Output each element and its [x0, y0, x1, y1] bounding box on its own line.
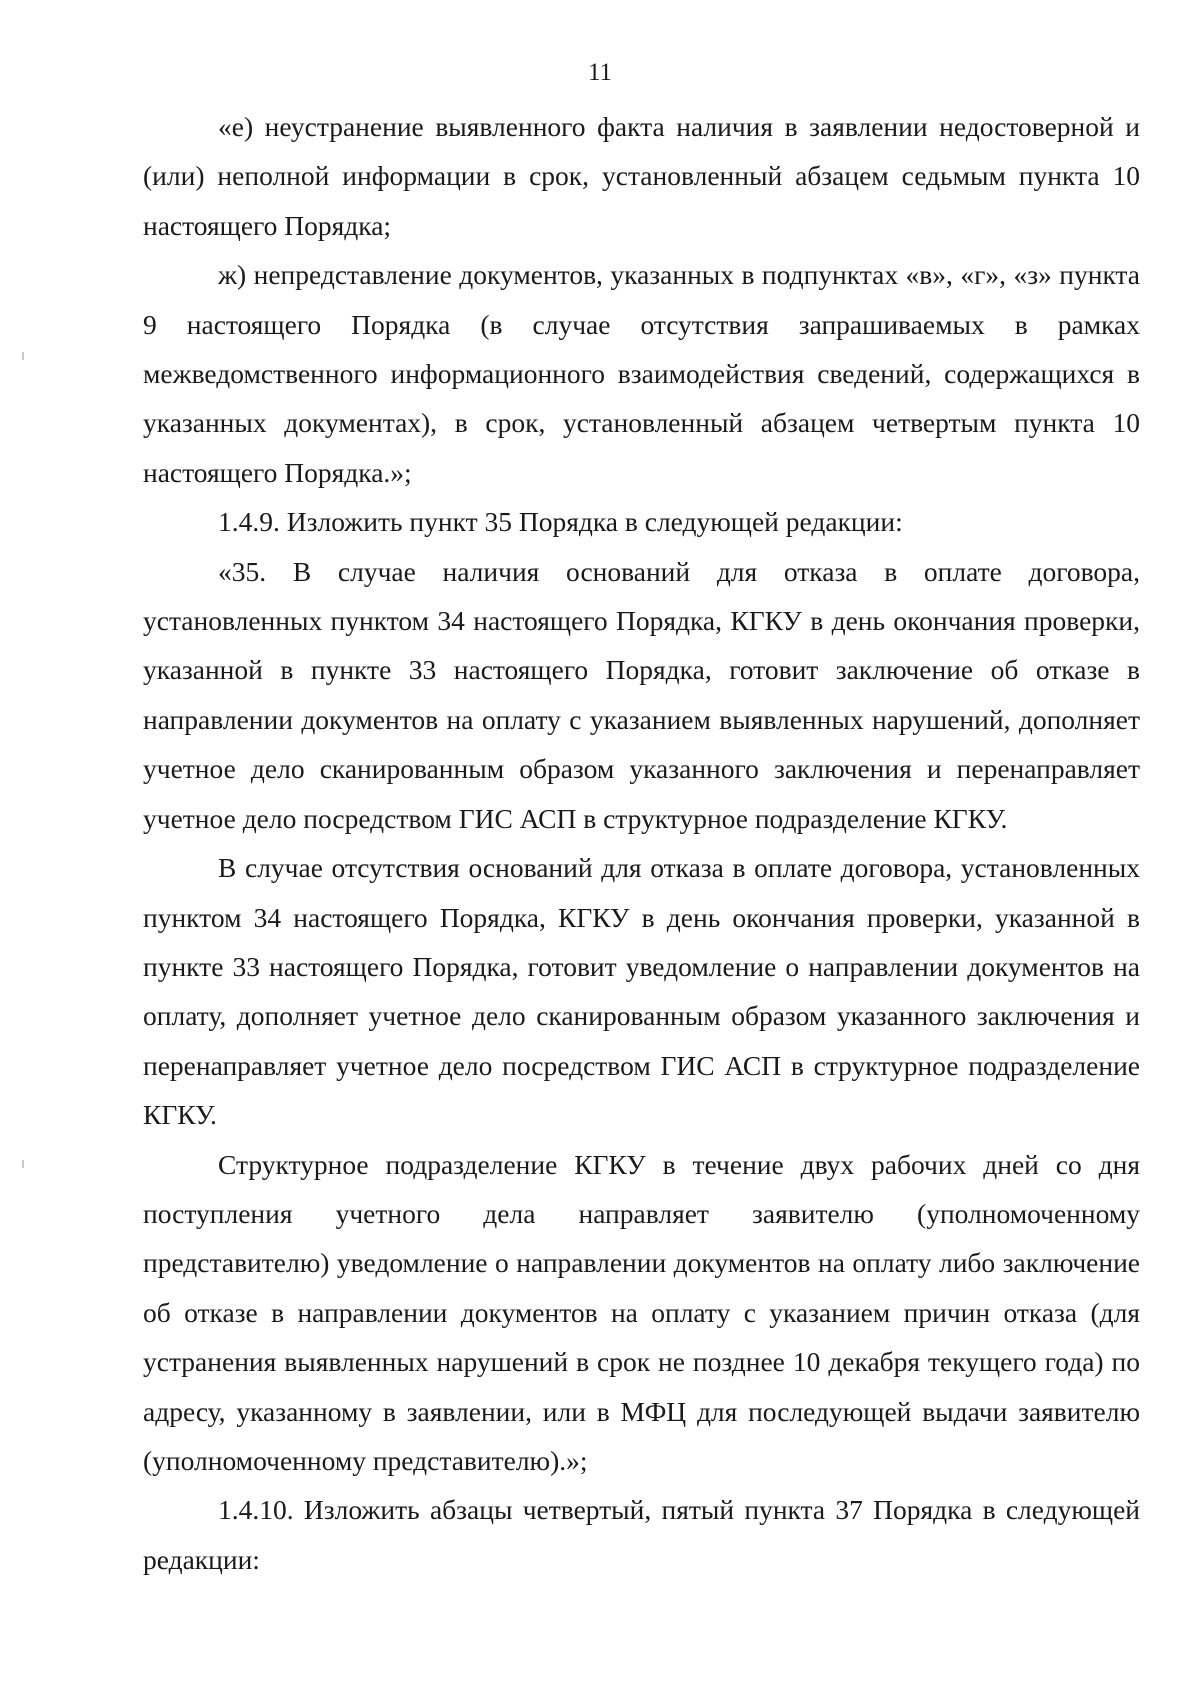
paragraph-amendment-1-4-9: 1.4.9. Изложить пункт 35 Порядка в следующей редакции: — [218, 506, 903, 538]
document-body — [143, 102, 1140, 1584]
paragraph-amendment-1-4-10: 1.4.10. Изложить абзацы четвертый, пятый пункта 37 Порядка в следующей редакции: — [143, 1494, 1140, 1575]
scan-margin-mark — [22, 1160, 24, 1168]
page-number: 11 — [587, 59, 613, 86]
paragraph-point-35-second: В случае отсутствия оснований для отказа в оплате договора, установленных пунктом 34 настоящего Порядка, КГКУ в день окончания проверки, указанной в пункте 33 настоящего Порядка, готовит уведомление о направлении документов на оплату, дополняет учетное дело сканированным образом указанного заключения и перенаправляет учетное дело посредством ГИС АСП в структурное подразделение КГКУ. — [143, 852, 1140, 1131]
paragraph-item-e: «е) неустранение выявленного факта наличия в заявлении недостоверной и (или) неполной информации в срок, установленный абзацем седьмым пункта 10 настоящего Порядка; — [143, 111, 1140, 241]
paragraph-item-zh: ж) непредставление документов, указанных в подпунктах «в», «г», «з» пункта 9 настоящего Порядка (в случае отсутствия запрашиваемых в рамках межведомственного информационного взаимодействия сведений, содержащихся в указанных документах), в срок, установленный абзацем четвертым пункта 10 настоящего Порядка.»; — [143, 259, 1140, 488]
paragraph-point-35: «35. В случае наличия оснований для отказа в оплате договора, установленных пунктом 34 настоящего Порядка, КГКУ в день окончания проверки, указанной в пункте 33 настоящего Порядка, готовит заключение об отказе в направлении документов на оплату с указанием выявленных нарушений, дополняет учетное дело сканированным образом указанного заключения и перенаправляет учетное дело посредством ГИС АСП в структурное подразделение КГКУ. — [143, 555, 1140, 834]
paragraph-point-35-third: Структурное подразделение КГКУ в течение двух рабочих дней со дня поступления учетного дела направляет заявителю (уполномоченному представителю) уведомление о направлении документов на оплату либо заключение об отказе в направлении документов на оплату с указанием причин отказа (для устранения выявленных нарушений в срок не позднее 10 декабря текущего года) по адресу, указанному в заявлении, или в МФЦ для последующей выдачи заявителю (уполномоченному представителю).»; — [143, 1148, 1140, 1476]
scan-margin-mark — [22, 352, 24, 360]
